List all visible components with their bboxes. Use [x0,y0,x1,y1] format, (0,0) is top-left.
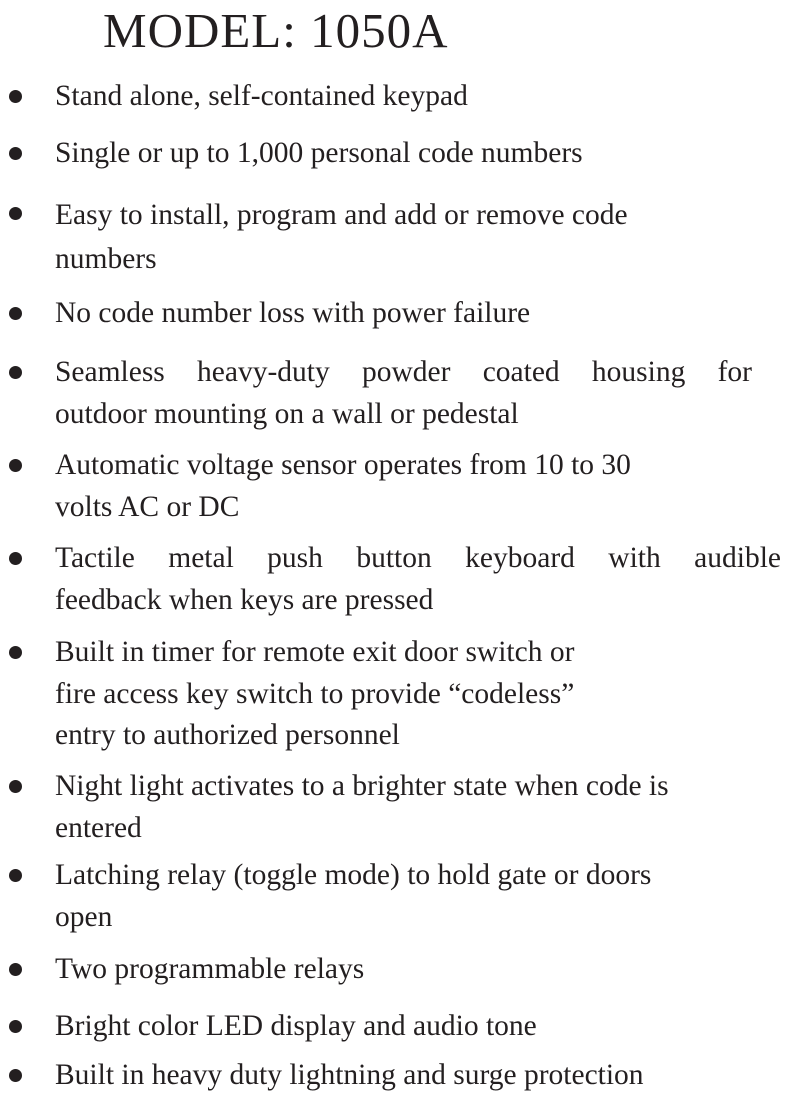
bullet-icon [9,147,22,160]
bullet-icon [9,307,22,320]
feature-line: Tactile metal push button keyboard with audible [55,542,781,574]
bullet-icon [9,1020,22,1033]
feature-line: Seamless heavy-duty powder coated housing for [55,356,752,388]
feature-line: Two programmable relays [55,953,365,985]
feature-text [55,445,783,528]
feature-line: Bright color LED display and audio tone [55,1010,537,1042]
feature-line: volts AC or DC [55,490,240,523]
bullet-icon [9,1069,22,1082]
bullet-icon [9,646,22,659]
bullet-icon [9,366,22,379]
feature-line: fire access key switch to provide “codeless” [55,677,575,710]
feature-text [55,193,783,281]
feature-line: Built in heavy duty lightning and surge protection [55,1059,644,1091]
feature-line: numbers [55,243,157,275]
feature-line: Built in timer for remote exit door switch or [55,636,575,668]
feature-line: Automatic voltage sensor operates from 10 to 30 [55,449,631,481]
bullet-icon [9,207,22,220]
feature-text [55,293,783,335]
bullet-icon [9,963,22,976]
feature-line: outdoor mounting on a wall or pedestal [55,397,519,430]
feature-line: Stand alone, self-contained keypad [55,80,468,112]
bullet-icon [9,90,22,103]
feature-text [55,1006,783,1048]
feature-line: Night light activates to a brighter state when code is [55,770,669,802]
feature-text [55,352,752,435]
feature-line: entry to authorized personnel [55,719,400,751]
feature-line: Latching relay (toggle mode) to hold gate or doors [55,859,652,891]
feature-line: No code number loss with power failure [55,297,531,329]
feature-text [55,766,752,849]
feature-line: Single or up to 1,000 personal code numbers [55,137,583,169]
feature-text [55,76,783,118]
feature-text [55,1055,783,1097]
feature-line: open [55,900,113,933]
feature-text [55,632,783,757]
bullet-icon [9,780,22,793]
feature-line: Easy to install, program and add or remove code [55,199,628,231]
feature-line: entered [55,811,142,844]
feature-line: feedback when keys are pressed [55,583,434,616]
bullet-icon [9,869,22,882]
feature-text [55,133,783,175]
bullet-icon [9,552,22,565]
page-title: MODEL: 1050A [103,3,449,58]
feature-text [55,855,752,938]
feature-text [55,538,781,621]
bullet-icon [9,459,22,472]
feature-text [55,949,783,991]
